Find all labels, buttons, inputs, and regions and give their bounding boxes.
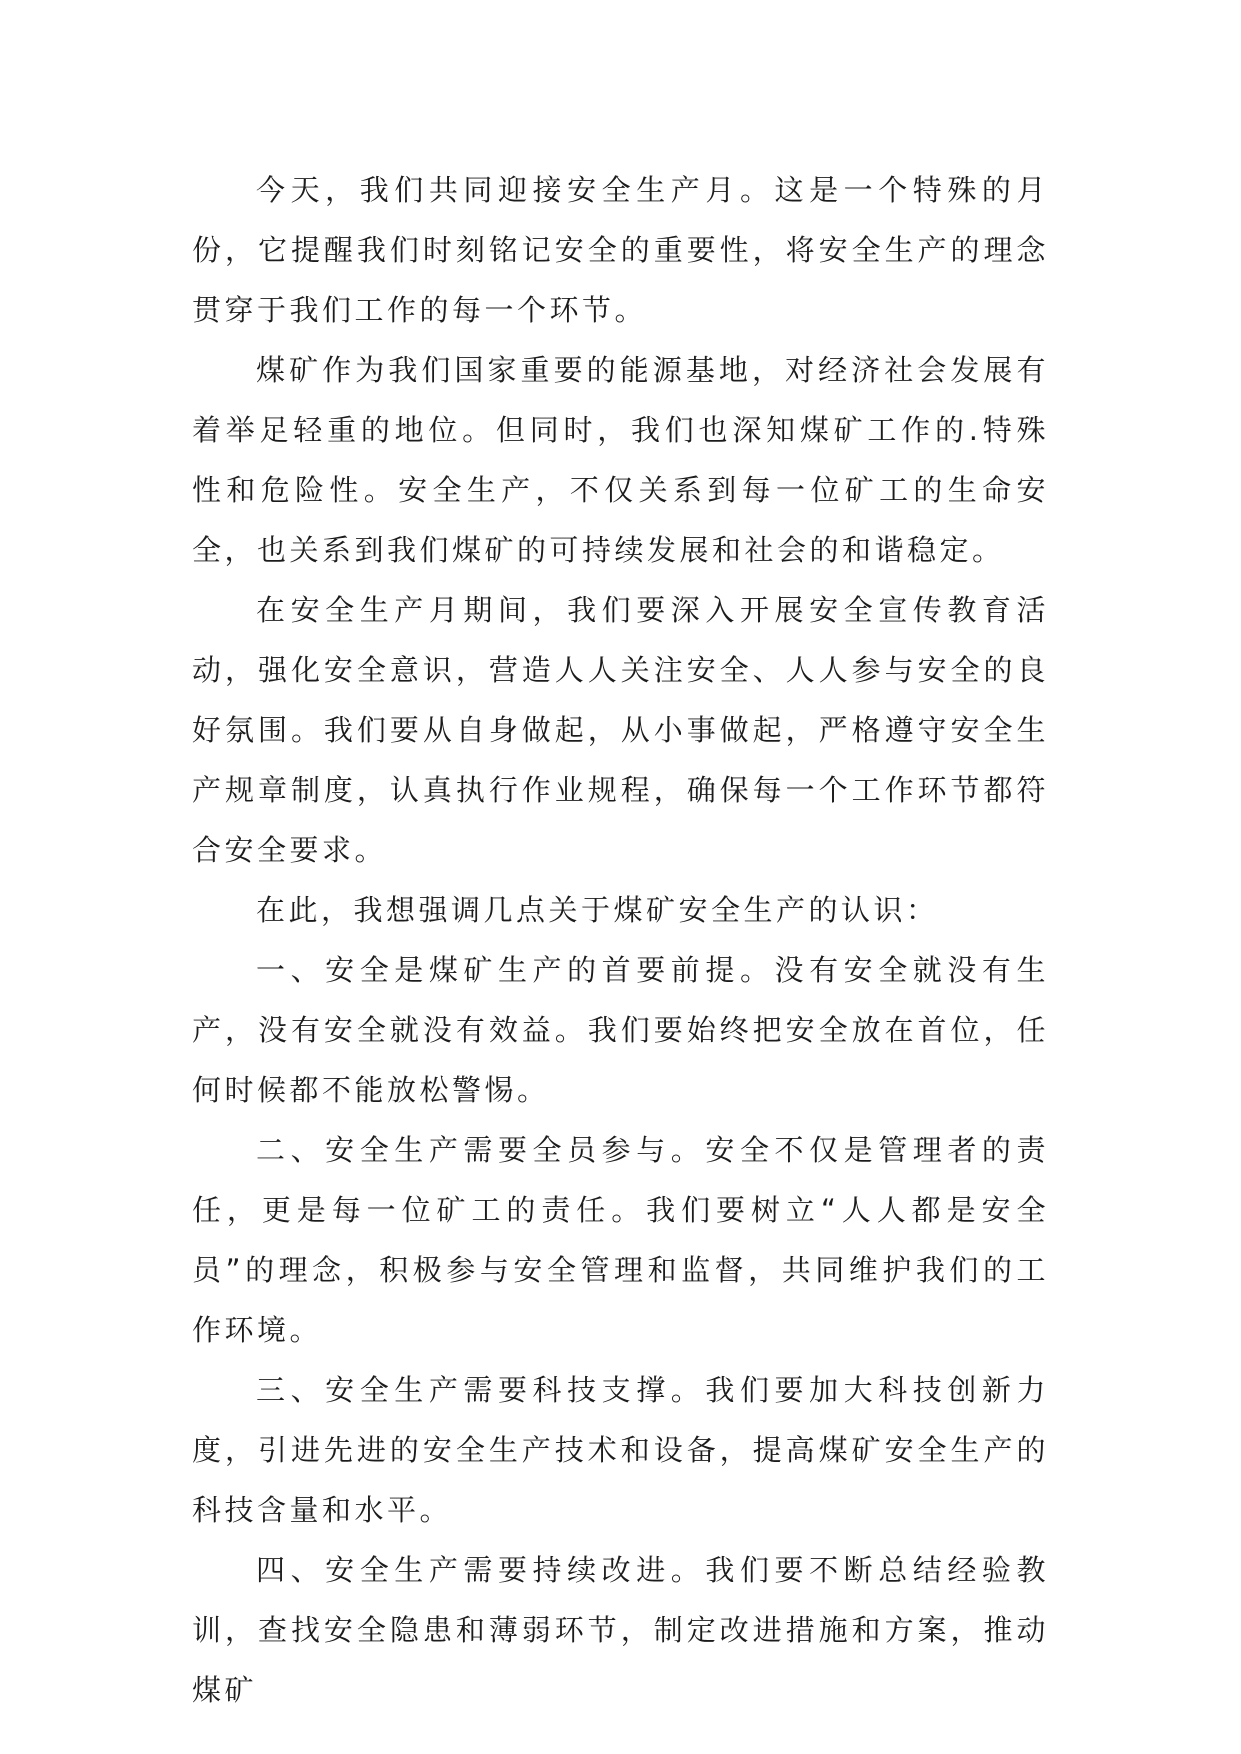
paragraph-point-one: 一、安全是煤矿生产的首要前提。没有安全就没有生产，没有安全就没有效益。我们要始终把安全放在首位，任何时候都不能放松警惕。	[192, 953, 1049, 1107]
paragraph-point-three: 三、安全生产需要科技支撑。我们要加大科技创新力度，引进先进的安全生产技术和设备，提高煤矿安全生产的科技含量和水平。	[192, 1373, 1049, 1527]
paragraph-coal-mine-importance: 煤矿作为我们国家重要的能源基地，对经济社会发展有着举足轻重的地位。但同时，我们也深知煤矿工作的.特殊性和危险性。安全生产，不仅关系到每一位矿工的生命安全，也关系到我们煤矿的可持续发展和社会的和谐稳定。	[192, 353, 1049, 567]
document-body	[192, 160, 1049, 1720]
paragraph-point-two: 二、安全生产需要全员参与。安全不仅是管理者的责任，更是每一位矿工的责任。我们要树立“人人都是安全员”的理念，积极参与安全管理和监督，共同维护我们的工作环境。	[192, 1133, 1049, 1347]
paragraph-points-intro: 在此，我想强调几点关于煤矿安全生产的认识：	[256, 893, 939, 927]
paragraph-point-four: 四、安全生产需要持续改进。我们要不断总结经验教训，查找安全隐患和薄弱环节，制定改进措施和方案，推动煤矿	[192, 1553, 1049, 1707]
paragraph-intro: 今天，我们共同迎接安全生产月。这是一个特殊的月份，它提醒我们时刻铭记安全的重要性，将安全生产的理念贯穿于我们工作的每一个环节。	[192, 173, 1049, 327]
paragraph-safety-month-activities: 在安全生产月期间，我们要深入开展安全宣传教育活动，强化安全意识，营造人人关注安全、人人参与安全的良好氛围。我们要从自身做起，从小事做起，严格遵守安全生产规章制度，认真执行作业规程，确保每一个工作环节都符合安全要求。	[192, 593, 1049, 867]
